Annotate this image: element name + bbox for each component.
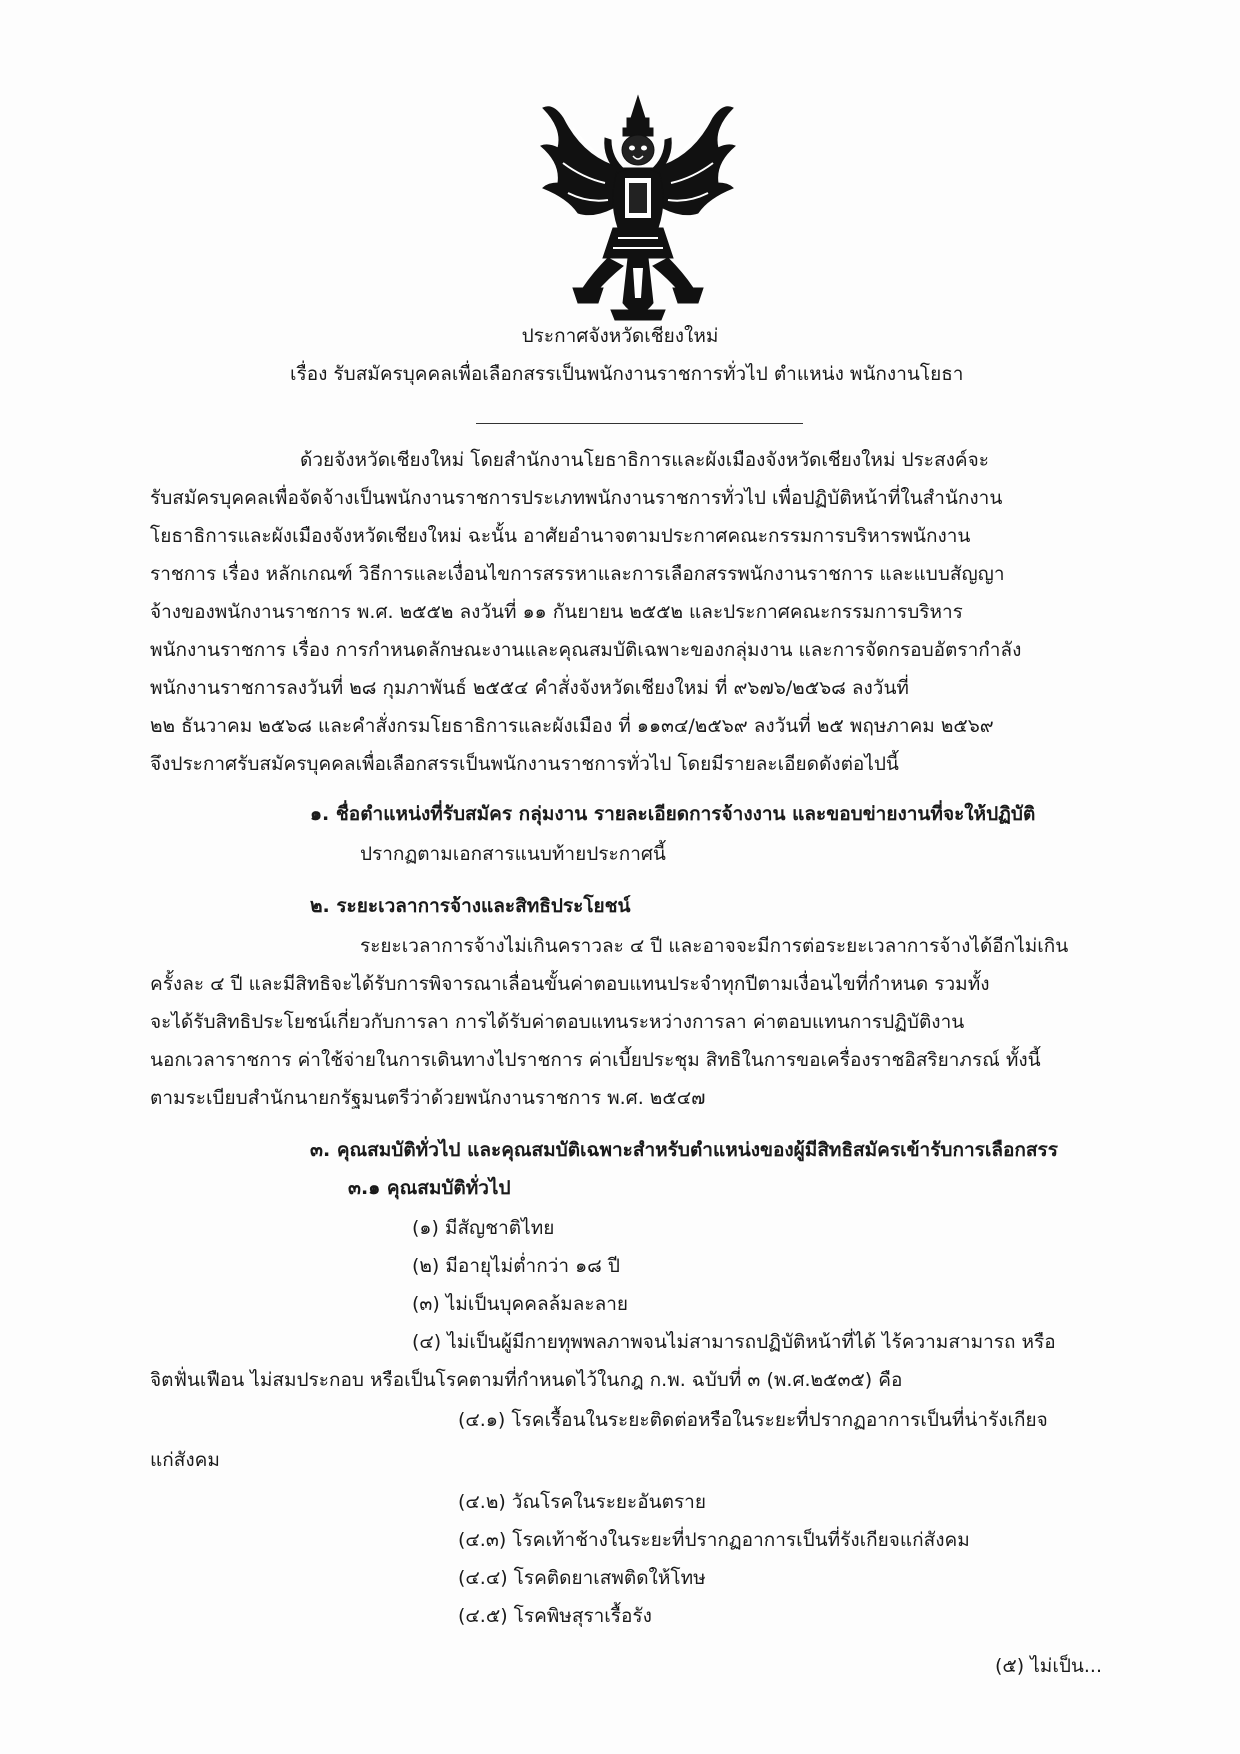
qualification-item: (๔) ไม่เป็นผู้มีกายทุพพลภาพจนไม่สามารถปฏิบัติหน้าที่ได้ ไร้ความสามารถ หรือ	[412, 1331, 1056, 1353]
qualification-item: (๑) มีสัญชาติไทย	[412, 1217, 555, 1239]
disease-item: (๔.๓) โรคเท้าช้างในระยะที่ปรากฏอาการเป็นที่รังเกียจแก่สังคม	[458, 1529, 970, 1551]
intro-line: พนักงานราชการลงวันที่ ๒๘ กุมภาพันธ์ ๒๕๕๔ คำสั่งจังหวัดเชียงใหม่ ที่ ๙๖๗๖/๒๕๖๘ ลงวันที่	[150, 677, 909, 699]
disease-item: (๔.๒) วัณโรคในระยะอันตราย	[458, 1491, 706, 1513]
disease-item: (๔.๑) โรคเรื้อนในระยะติดต่อหรือในระยะที่ปรากฏอาการเป็นที่น่ารังเกียจ	[458, 1409, 1048, 1431]
qualification-item-continued: จิตฟั่นเฟือน ไม่สมประกอบ หรือเป็นโรคตามที่กำหนดไว้ในกฎ ก.พ. ฉบับที่ ๓ (พ.ศ.๒๕๓๕) คือ	[150, 1369, 903, 1391]
page-continuation: (๕) ไม่เป็น...	[995, 1655, 1102, 1677]
disease-item: (๔.๔) โรคติดยาเสพติดให้โทษ	[458, 1567, 706, 1589]
section-1-body: ปรากฏตามเอกสารแนบท้ายประกาศนี้	[360, 843, 666, 865]
announcement-title: ประกาศจังหวัดเชียงใหม่	[521, 325, 719, 347]
announcement-subject: เรื่อง รับสมัครบุคคลเพื่อเลือกสรรเป็นพนักงานราชการทั่วไป ตำแหน่ง พนักงานโยธา	[290, 363, 964, 385]
section-3-1-heading: ๓.๑ คุณสมบัติทั่วไป	[348, 1177, 511, 1199]
qualification-item: (๒) มีอายุไม่ต่ำกว่า ๑๘ ปี	[412, 1255, 620, 1277]
disease-item: (๔.๕) โรคพิษสุราเรื้อรัง	[458, 1605, 652, 1627]
disease-item-continued: แก่สังคม	[150, 1449, 220, 1471]
qualification-item: (๓) ไม่เป็นบุคคลล้มละลาย	[412, 1293, 629, 1315]
section-2-line: จะได้รับสิทธิประโยชน์เกี่ยวกับการลา การได้รับค่าตอบแทนระหว่างการลา ค่าตอบแทนการปฏิบัติงาน	[150, 1011, 965, 1033]
section-2-line: ครั้งละ ๔ ปี และมีสิทธิจะได้รับการพิจารณาเลื่อนขั้นค่าตอบแทนประจำทุกปีตามเงื่อนไขที่กำหนด รวมทั้ง	[150, 973, 990, 995]
title-divider	[476, 423, 803, 424]
intro-line: ราชการ เรื่อง หลักเกณฑ์ วิธีการและเงื่อนไขการสรรหาและการเลือกสรรพนักงานราชการ และแบบสัญญา	[150, 563, 1005, 585]
intro-line: จ้างของพนักงานราชการ พ.ศ. ๒๕๕๒ ลงวันที่ ๑๑ กันยายน ๒๕๕๒ และประกาศคณะกรรมการบริหาร	[150, 601, 963, 623]
intro-line: พนักงานราชการ เรื่อง การกำหนดลักษณะงานและคุณสมบัติเฉพาะของกลุ่มงาน และการจัดกรอบอัตรากำลัง	[150, 639, 1022, 661]
intro-line: รับสมัครบุคคลเพื่อจัดจ้างเป็นพนักงานราชการประเภทพนักงานราชการทั่วไป เพื่อปฏิบัติหน้าที่ในสำนักงาน	[150, 487, 1003, 509]
intro-line: ๒๒ ธันวาคม ๒๕๖๘ และคำสั่งกรมโยธาธิการและผังเมือง ที่ ๑๑๓๔/๒๕๖๙ ลงวันที่ ๒๕ พฤษภาคม ๒๕๖๙	[150, 715, 994, 737]
section-2-line: ตามระเบียบสำนักนายกรัฐมนตรีว่าด้วยพนักงานราชการ พ.ศ. ๒๕๔๗	[150, 1087, 706, 1109]
garuda-emblem-icon	[533, 88, 743, 328]
section-2-line: นอกเวลาราชการ ค่าใช้จ่ายในการเดินทางไปราชการ ค่าเบี้ยประชุม สิทธิในการขอเครื่องราชอิสริยาภรณ์ ทั้งนี้	[150, 1049, 1041, 1071]
intro-line: จึงประกาศรับสมัครบุคคลเพื่อเลือกสรรเป็นพนักงานราชการทั่วไป โดยมีรายละเอียดดังต่อไปนี้	[150, 753, 899, 775]
section-2-line: ระยะเวลาการจ้างไม่เกินคราวละ ๔ ปี และอาจจะมีการต่อระยะเวลาการจ้างได้อีกไม่เกิน	[360, 935, 1069, 957]
intro-line: โยธาธิการและผังเมืองจังหวัดเชียงใหม่ ฉะนั้น อาศัยอำนาจตามประกาศคณะกรรมการบริหารพนักงาน	[150, 525, 971, 547]
section-1-heading: ๑. ชื่อตำแหน่งที่รับสมัคร กลุ่มงาน รายละเอียดการจ้างงาน และขอบข่ายงานที่จะให้ปฏิบัติ	[310, 803, 1036, 825]
section-3-heading: ๓. คุณสมบัติทั่วไป และคุณสมบัติเฉพาะสำหรับตำแหน่งของผู้มีสิทธิสมัครเข้ารับการเลือกสรร	[310, 1139, 1058, 1161]
intro-line: ด้วยจังหวัดเชียงใหม่ โดยสำนักงานโยธาธิการและผังเมืองจังหวัดเชียงใหม่ ประสงค์จะ	[300, 449, 989, 471]
section-2-heading: ๒. ระยะเวลาการจ้างและสิทธิประโยชน์	[310, 895, 631, 917]
